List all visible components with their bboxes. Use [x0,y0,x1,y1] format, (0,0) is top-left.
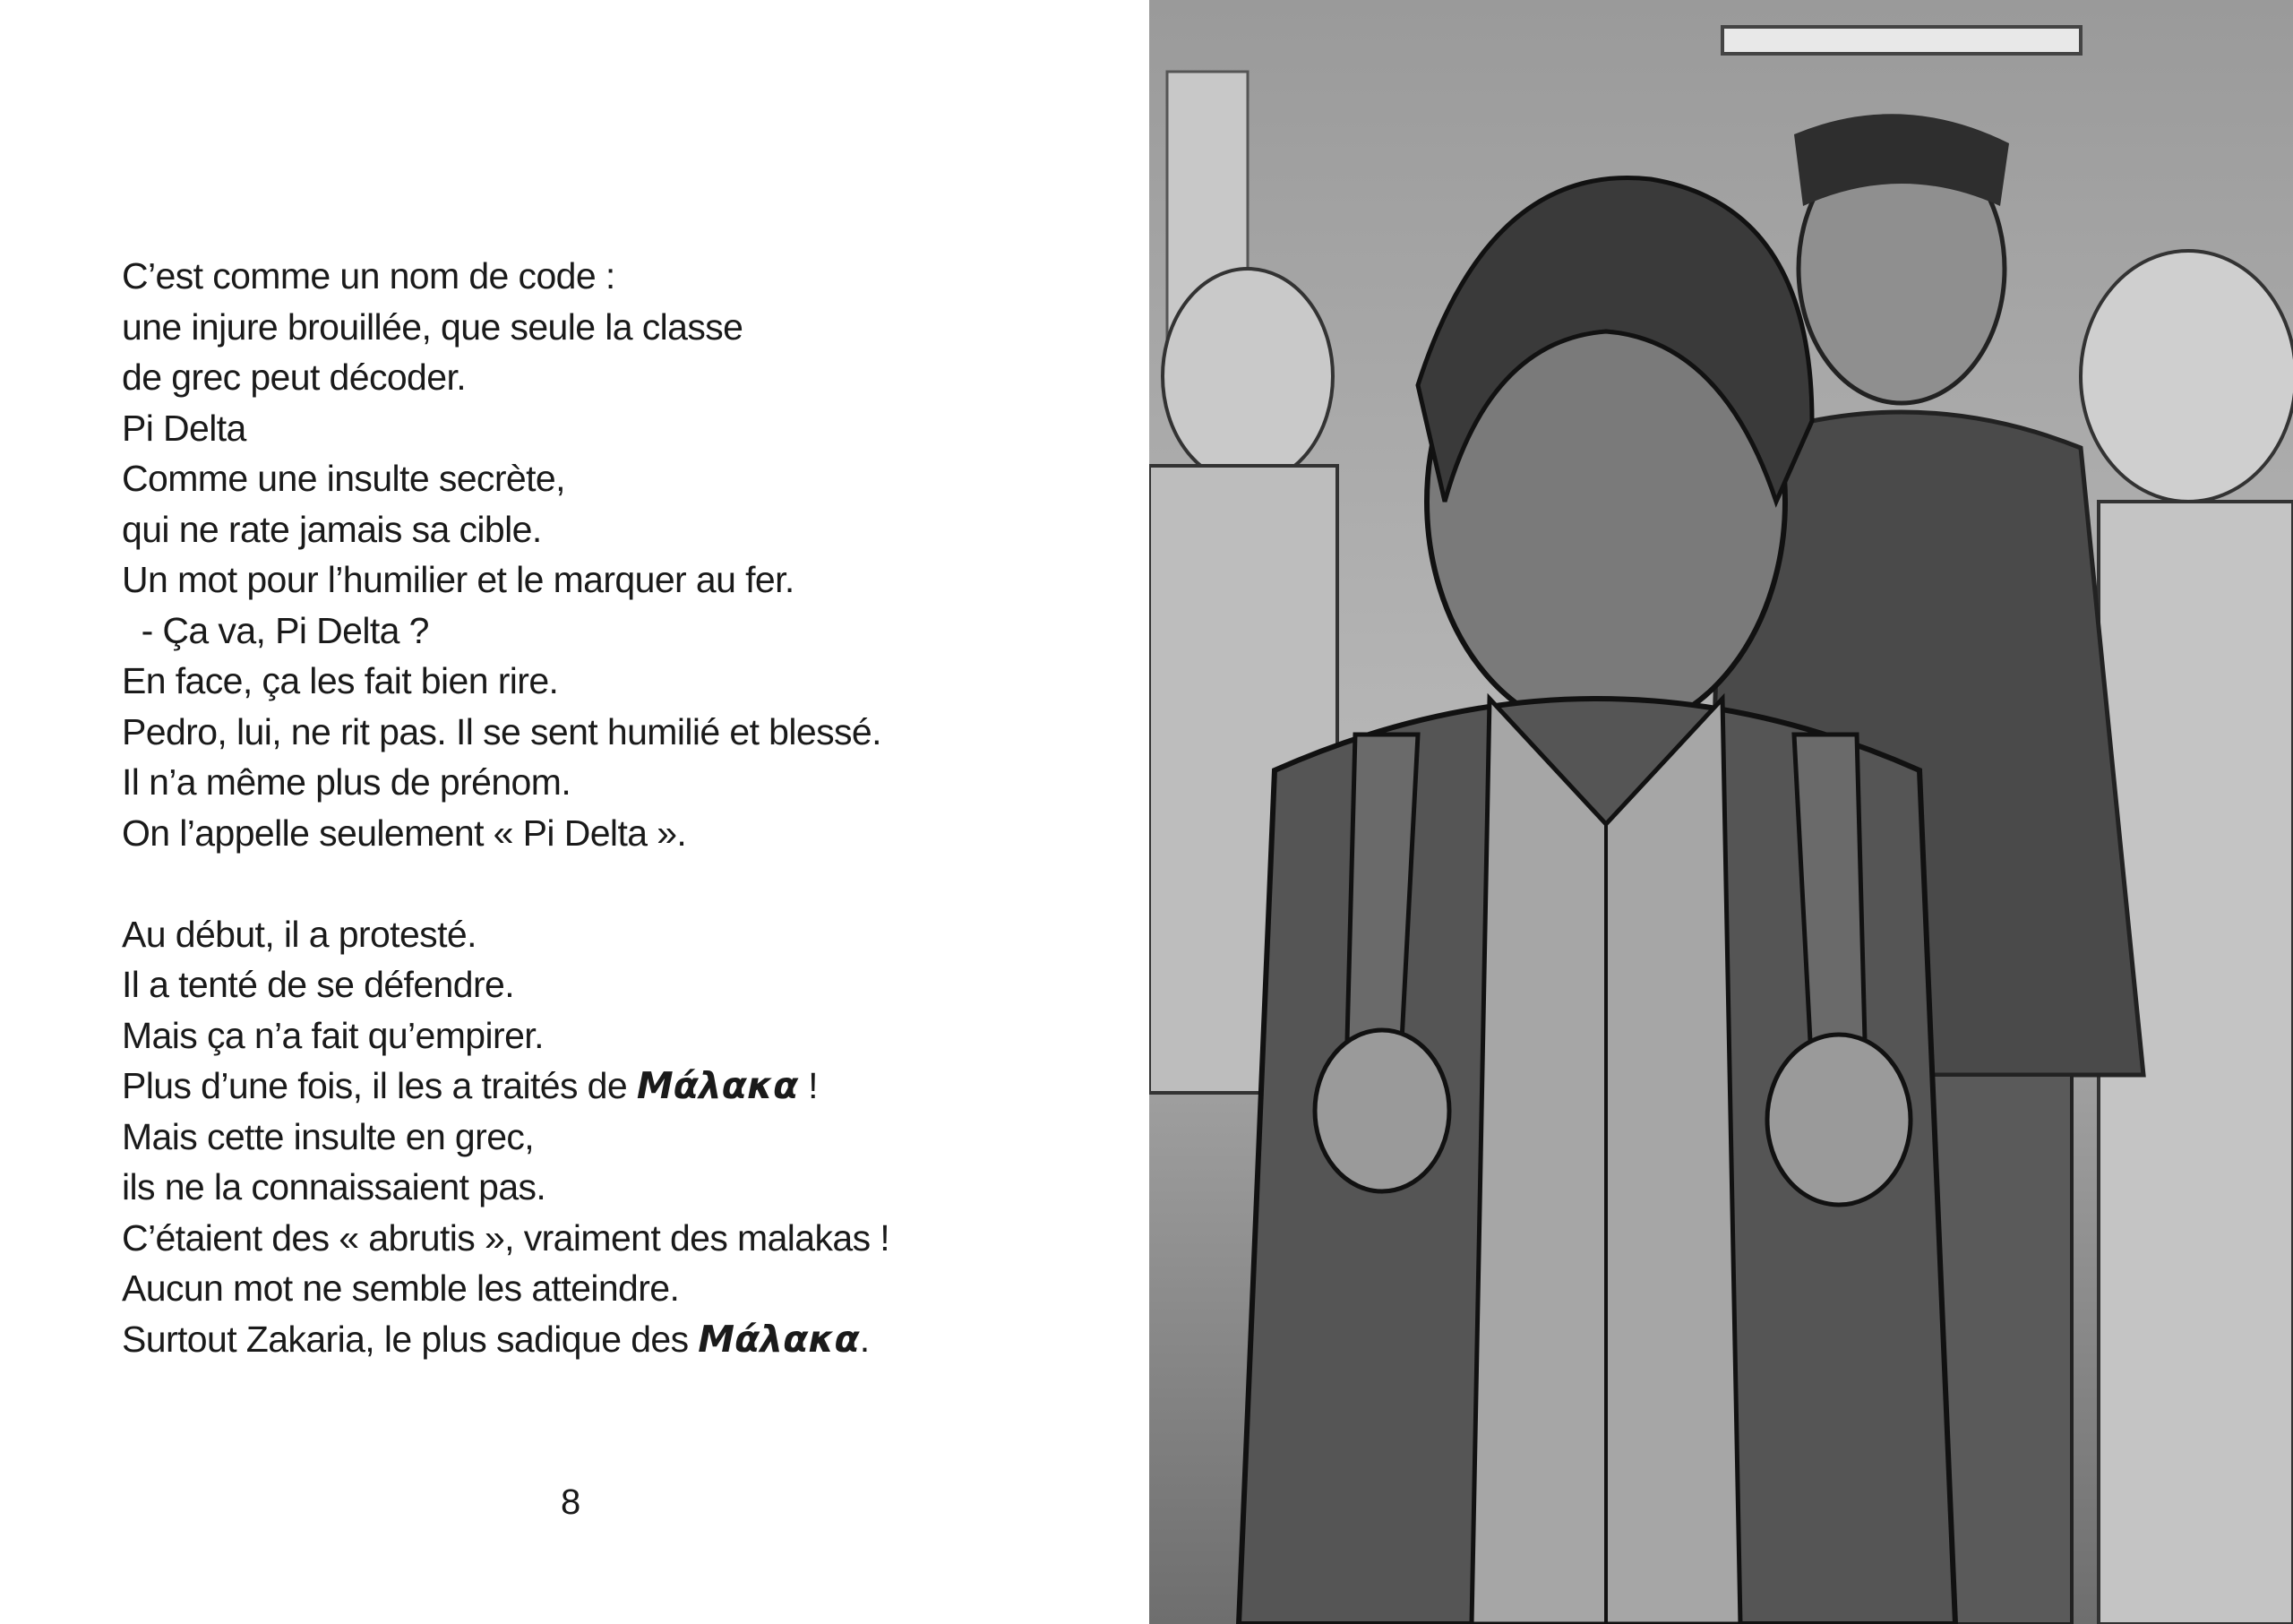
illustration-drawing [1149,0,2293,1624]
dialogue-line: - Ça va, Pi Delta ? [122,609,429,651]
text-fragment: Surtout Zakaria, le plus sadique des [122,1318,699,1360]
text-line: Mais cette insulte en grec, [122,1115,535,1157]
text-line: C’étaient des « abrutis », vraiment des malakas ! [122,1216,890,1259]
text-fragment: Plus d’une fois, il les a traités de [122,1065,637,1106]
text-line: C’est comme un nom de code : [122,255,615,296]
text-line-greek [122,1061,1107,1112]
text-line: de grec peut décoder. [122,357,467,398]
text-line: En face, ça les fait bien rire. [122,660,559,701]
text-line: Il n’a même plus de prénom. [122,761,571,803]
text-line: Pedro, lui, ne rit pas. Il se sent humilié et blessé. [122,710,881,752]
text-fragment: ! [798,1065,818,1106]
text-line: Aucun mot ne semble les atteindre. [122,1267,680,1309]
text-line: Comme une insulte secrète, [122,458,565,499]
text-line: ils ne la connaissaient pas. [122,1166,546,1207]
text-fragment: . [859,1318,870,1360]
blank-line [122,858,1107,909]
text-line: Mais ça n’a fait qu’empirer. [122,1014,544,1056]
greek-word: Μάλακα [636,1064,799,1107]
greek-word: Μάλακα [698,1317,860,1361]
text-line: Un mot pour l’humilier et le marquer au fer. [122,559,794,600]
page-number: 8 [561,1482,581,1522]
text-line: On l’appelle seulement « Pi Delta ». [122,812,687,854]
text-line: Il a tenté de se défendre. [122,964,515,1005]
text-line: Pi Delta [122,407,246,449]
text-line: une injure brouillée, que seule la classe [122,305,743,348]
text-line: Au début, il a protesté. [122,913,477,955]
text-line: qui ne rate jamais sa cible. [122,508,542,550]
illustration-students-hallway [1149,0,2293,1624]
text-line-greek [122,1314,1107,1365]
story-text [122,251,1107,1364]
